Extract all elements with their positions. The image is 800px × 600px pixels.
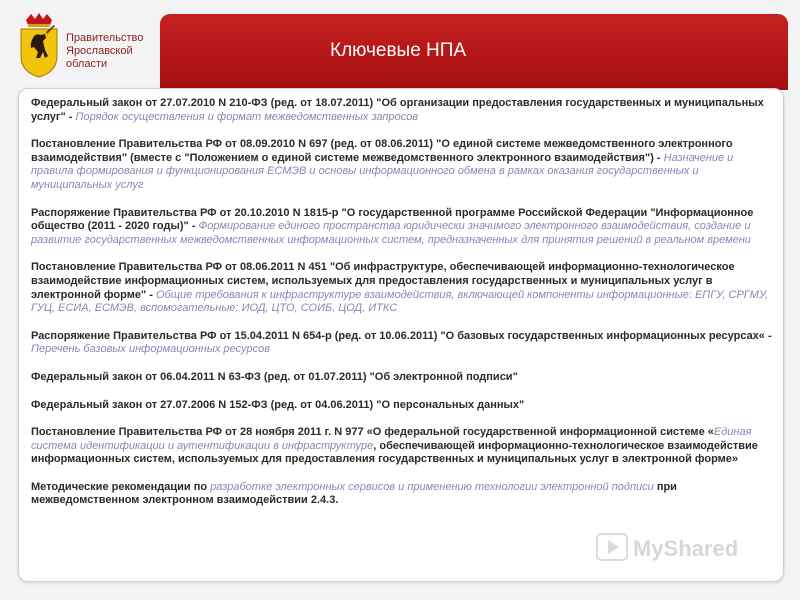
legal-act-item xyxy=(31,330,777,357)
act-description: Порядок осуществления и формат межведомственных запросов xyxy=(75,110,419,123)
act-title: Федеральный закон от 27.07.2010 N 210-ФЗ (ред. от 18.07.2011) "Об организации предоставления государственных и муниципальных услуг" - xyxy=(31,97,764,123)
act-description: Общие требования к инфраструктуре взаимодействия, включающей компоненты информационные: ЕПГУ, СРГМУ, ГУЦ, ЕСИА, ЕСМЭВ, вспомогательные: ИОД, ЦТО, СОИБ, ЦОД, ИТКС xyxy=(31,288,769,315)
act-title-tail: , обеспечивающей информационно-технологическое взаимодействие информационных систем, используемых для предоставления государственных и муниципальных услуг в электронной форме» xyxy=(31,439,758,466)
act-description: Назначение и правила формирования и функционирования ЕСМЭВ и основы информационного обмена в рамках оказания государственных и муниципальных услуг xyxy=(31,151,734,191)
act-description: Перечень базовых информационных ресурсов xyxy=(31,343,270,356)
act-title: Постановление Правительства РФ от 08.09.2010 N 697 (ред. от 08.06.2011) "О единой системе межведомственного электронного взаимодействия" (вместе с "Положением о единой системе межведомственного электронного взаимодействия") - xyxy=(31,138,733,164)
act-description: Формирование единого пространства юридически значимого электронного взаимодействия, создание и развитие государственных межведомственных информационных систем, предназначенных для принятия решений в реальном времени xyxy=(31,220,751,246)
act-title: Распоряжение Правительства РФ от 20.10.2010 N 1815-р "О государственной программе Российской Федерации "Информационное общество (2011 - 2020 годы)" - xyxy=(31,206,754,233)
yaroslavl-crest-icon xyxy=(18,12,60,78)
act-title: Методические рекомендации по xyxy=(31,480,211,493)
legal-acts-list xyxy=(31,97,777,522)
act-title: Постановление Правительства РФ от 08.06.2011 N 451 "Об инфраструктуре, обеспечивающей информационно-технологическое взаимодействие информационных систем, используемых для предоставления государственных и муниципальных услуг в электронной форме" - xyxy=(31,261,735,301)
content-panel xyxy=(18,88,784,582)
government-name-line: Правительство xyxy=(66,32,144,44)
government-name xyxy=(66,32,143,71)
legal-act-item xyxy=(31,371,777,385)
watermark xyxy=(595,528,775,568)
government-logo xyxy=(18,12,168,82)
act-title: Распоряжение Правительства РФ от 15.04.2011 N 654-р (ред. от 10.06.2011) "О базовых государственных информационных ресурсах« - xyxy=(31,329,772,342)
legal-act-item xyxy=(31,481,777,508)
legal-act-item xyxy=(31,261,777,315)
legal-act-item xyxy=(31,97,777,124)
act-title-tail: при межведомственном электронном взаимодействии 2.4.3. xyxy=(31,480,677,507)
legal-act-item xyxy=(31,207,777,248)
watermark-play-icon xyxy=(608,540,619,554)
act-title: Федеральный закон от 06.04.2011 N 63-ФЗ (ред. от 01.07.2011) "Об электронной подписи" xyxy=(31,370,518,383)
legal-act-item xyxy=(31,426,777,467)
government-name-line: области xyxy=(66,58,108,70)
act-description: Единая система идентификации и аутентификации в инфраструктуре xyxy=(31,426,752,452)
government-name-line: Ярославской xyxy=(66,45,133,57)
act-description: разработке электронных сервисов и применению технологии электронной подписи xyxy=(210,480,654,493)
watermark-text: MyShared xyxy=(633,536,739,561)
legal-act-item xyxy=(31,399,777,413)
act-title: Федеральный закон от 27.07.2006 N 152-ФЗ (ред. от 04.06.2011) "О персональных данных" xyxy=(31,398,525,411)
legal-act-item xyxy=(31,138,777,192)
act-title: Постановление Правительства РФ от 28 ноября 2011 г. N 977 «О федеральной государственной информационной системе « xyxy=(31,426,714,439)
header-bar: Ключевые НПА xyxy=(160,14,788,90)
